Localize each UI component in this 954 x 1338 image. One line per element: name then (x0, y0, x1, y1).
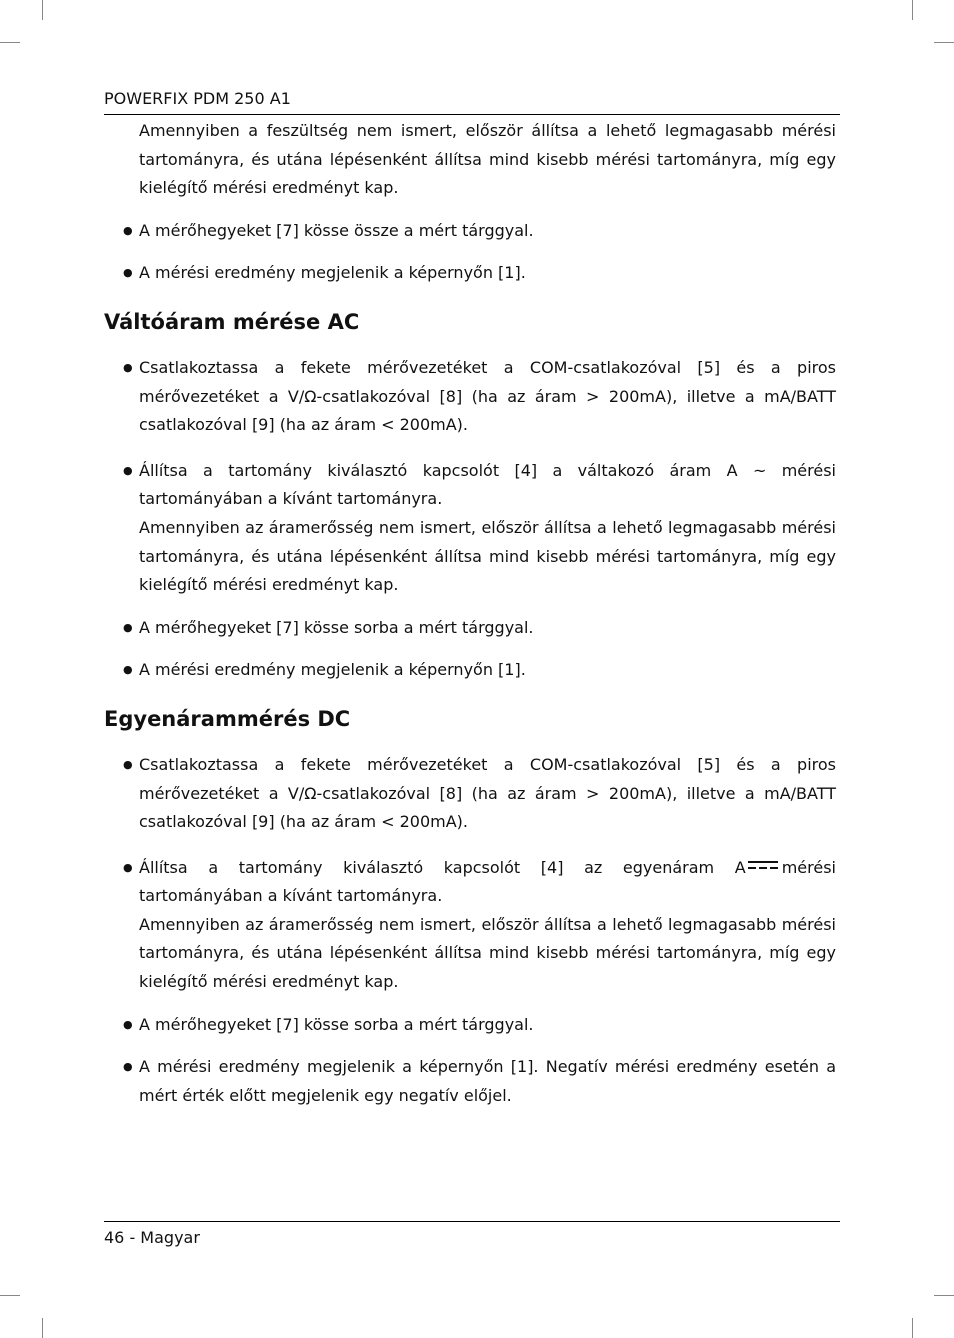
footer-rule (104, 1221, 840, 1222)
crop-mark (42, 0, 43, 20)
intro-paragraph: Amennyiben a feszültség nem ismert, először állítsa a lehető legmagasabb mérési tartományra, és utána lépésenként állítsa mind kisebb mérési tartományra, míg egy kielégítő mérési eredményt kap. (139, 121, 836, 198)
bullet-icon: ● (123, 463, 133, 477)
crop-mark (934, 1295, 954, 1296)
page-header: POWERFIX PDM 250 A1 (104, 89, 291, 108)
list-item-continuation: Amennyiben az áramerősség nem ismert, először állítsa a lehető legmagasabb mérési tartományra, és utána lépésenként állítsa mind kisebb mérési tartományra, míg egy kielégítő mérési eredményt kap. (139, 517, 836, 595)
crop-mark (934, 42, 954, 43)
list-item (104, 354, 836, 440)
list-item-text: A mérési eredmény megjelenik a képernyőn [1]. (139, 263, 526, 283)
list-item (104, 854, 836, 911)
bullet-icon: ● (123, 860, 133, 874)
page-content (104, 117, 836, 1110)
bullet-icon: ● (123, 1017, 133, 1031)
bullet-icon: ● (123, 1060, 133, 1074)
crop-mark (912, 1318, 913, 1338)
list-item-text: A mérőhegyeket [7] kösse sorba a mért tárggyal. (139, 1014, 534, 1034)
bullet-icon: ● (123, 223, 133, 237)
crop-mark (0, 1295, 20, 1296)
list-item-text: A mérési eredmény megjelenik a képernyőn [1]. Negatív mérési eredmény esetén a mért érték előtt megjelenik egy negatív előjel. (139, 1057, 836, 1105)
crop-mark (0, 42, 20, 43)
list-item (104, 614, 836, 643)
crop-mark (42, 1318, 43, 1338)
list-item (104, 1011, 836, 1040)
list-item (104, 656, 836, 685)
page-footer: 46 - Magyar (104, 1228, 200, 1247)
list-item-text: Állítsa a tartomány kiválasztó kapcsolót [4] az egyenáram A (139, 857, 746, 877)
list-item (104, 217, 836, 246)
bullet-icon: ● (123, 757, 133, 771)
bullet-icon: ● (123, 620, 133, 634)
list-item-text: Csatlakoztassa a fekete mérővezetéket a COM-csatlakozóval [5] és a piros mérővezetéket a V/Ω-csatlakozóval [8] (ha az áram > 200mA), illetve a mA/BATT csatlakozóval [9] (ha az áram < 200mA). (139, 754, 836, 832)
list-item-continuation: Amennyiben az áramerősség nem ismert, először állítsa a lehető legmagasabb mérési tartományra, és utána lépésenként állítsa mind kisebb mérési tartományra, míg egy kielégítő mérési eredményt kap. (139, 914, 836, 992)
list-item (104, 259, 836, 288)
bullet-icon: ● (123, 663, 133, 677)
list-item-text: A mérőhegyeket [7] kösse sorba a mért tárggyal. (139, 617, 534, 637)
list-item-text: A mérőhegyeket [7] kösse össze a mért tárggyal. (139, 220, 534, 240)
list-item (104, 751, 836, 837)
list-item-text: Csatlakoztassa a fekete mérővezetéket a COM-csatlakozóval [5] és a piros mérővezetéket a V/Ω-csatlakozóval [8] (ha az áram > 200mA), illetve a mA/BATT csatlakozóval [9] (ha az áram < 200mA). (139, 357, 836, 435)
crop-mark (912, 0, 913, 20)
bullet-icon: ● (123, 266, 133, 280)
list-item (104, 1053, 836, 1110)
header-rule (104, 114, 840, 115)
section-heading-ac: Váltóáram mérése AC (104, 309, 360, 334)
list-item (104, 457, 836, 514)
bullet-icon: ● (123, 360, 133, 374)
list-item-text: A mérési eredmény megjelenik a képernyőn [1]. (139, 660, 526, 680)
section-heading-dc: Egyenárammérés DC (104, 706, 351, 731)
list-item-text: Állítsa a tartomány kiválasztó kapcsolót [4] a váltakozó áram A ~ mérési tartományában a kívánt tartományra. (139, 460, 836, 509)
dc-current-icon (748, 861, 778, 871)
list-item-text: mérési tartományában a kívánt tartományra. (139, 857, 836, 906)
